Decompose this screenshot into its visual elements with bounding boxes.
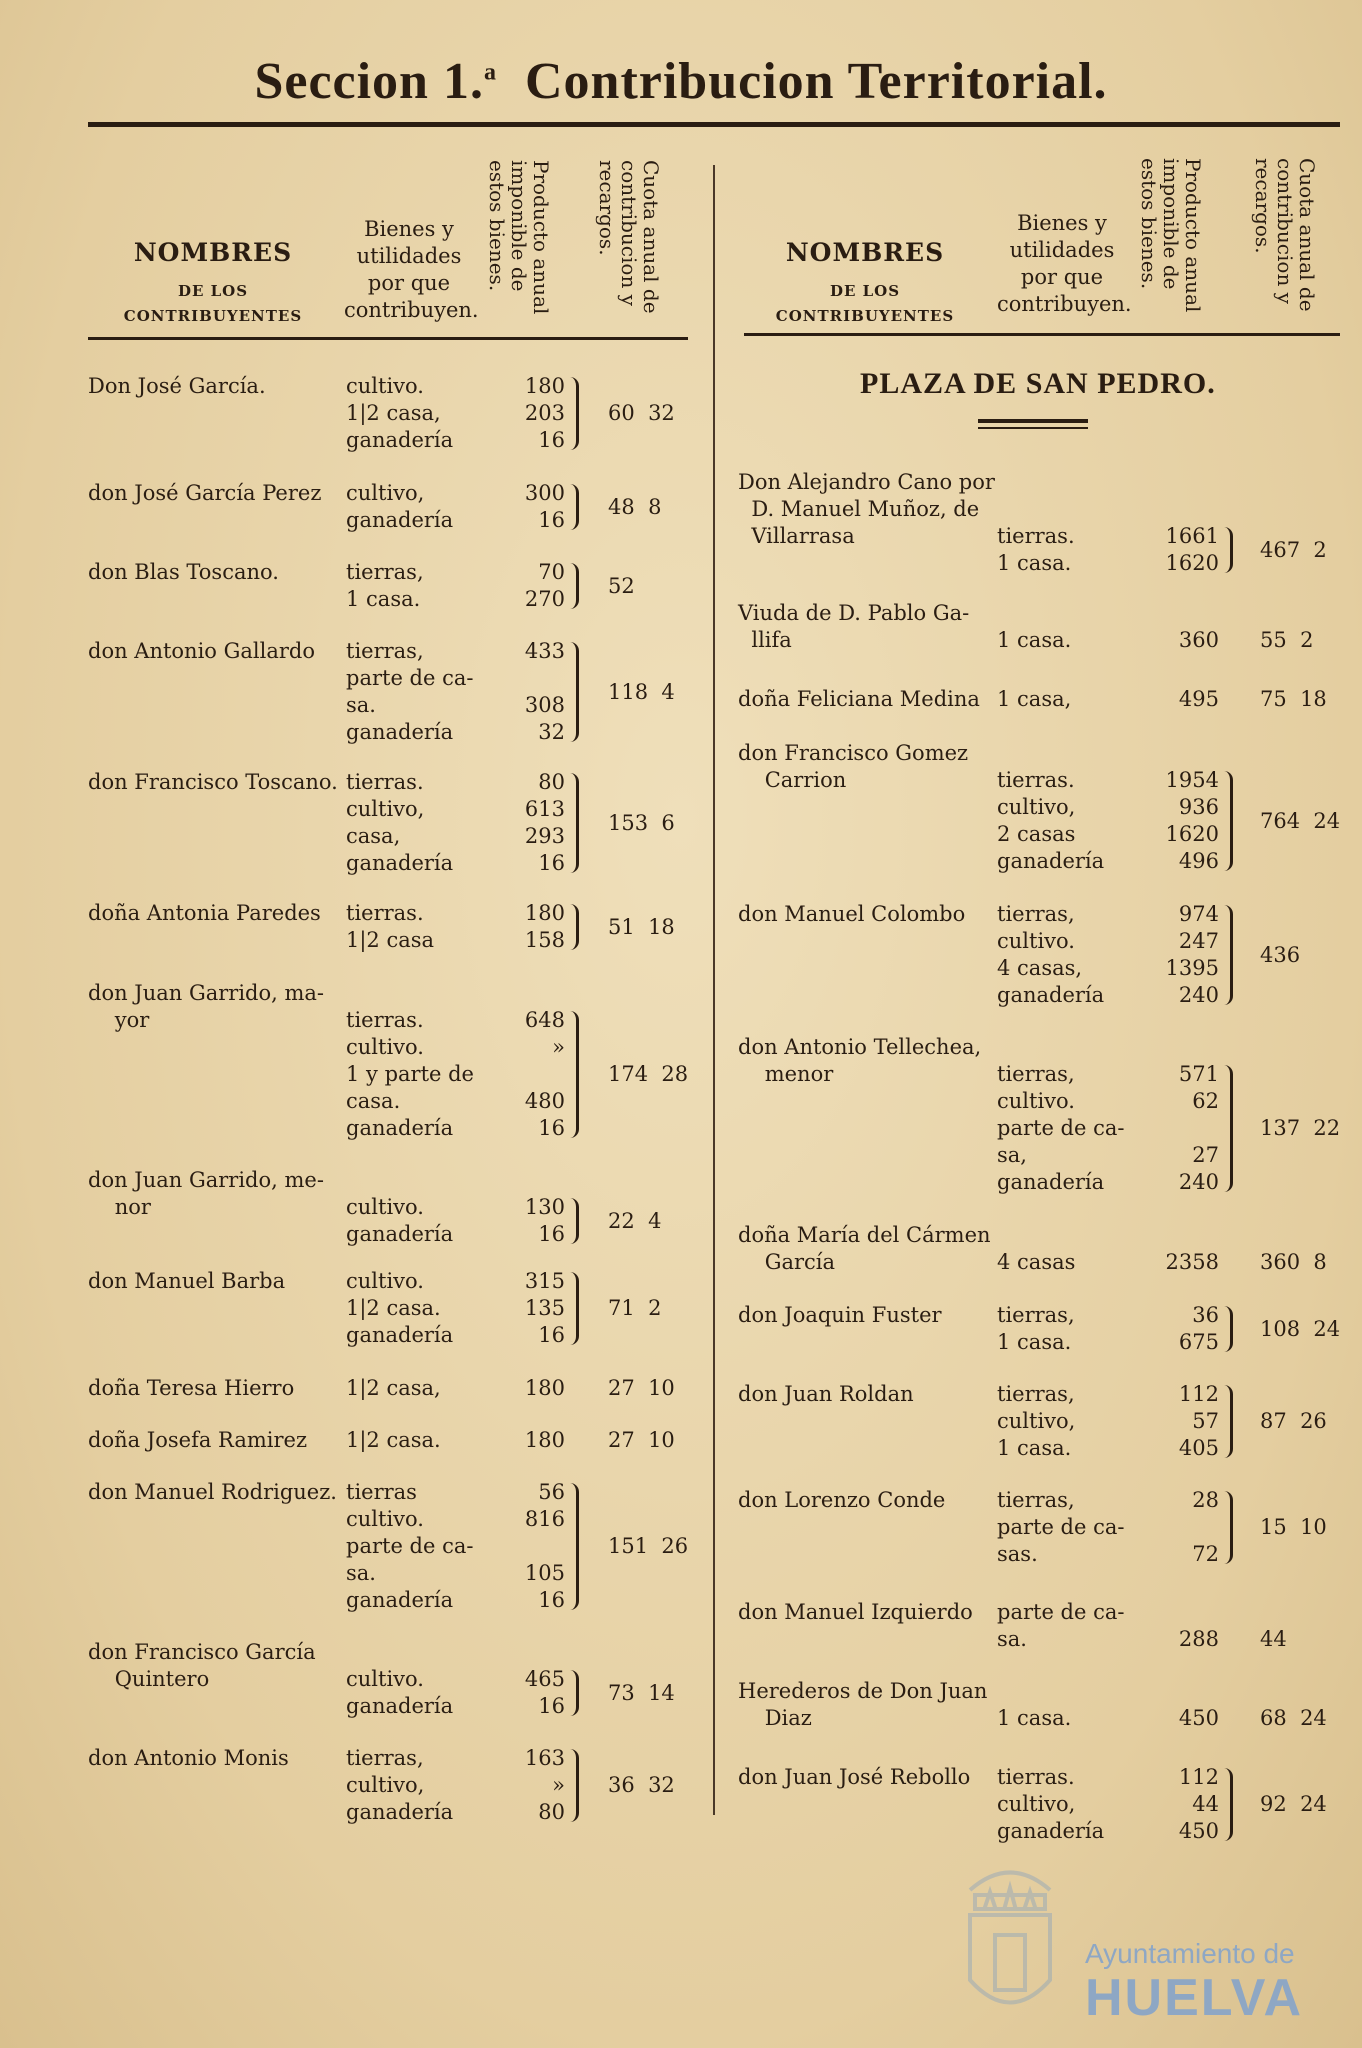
annual-quota: 27 10 xyxy=(608,1428,675,1452)
product-value xyxy=(1149,1115,1219,1142)
product-value: 675 xyxy=(1178,1330,1219,1354)
contributor-name: doña María del Cármen García xyxy=(738,1223,991,1274)
product-value: 288 xyxy=(1178,1627,1219,1651)
product-value: 936 xyxy=(1178,795,1219,819)
asset-item: ganadería xyxy=(346,1116,454,1140)
contributor-name: don Francisco Gomez Carrion xyxy=(738,741,969,792)
asset-item xyxy=(997,740,1104,767)
product-value: 405 xyxy=(1178,1436,1219,1460)
annual-quota: 36 32 xyxy=(608,1773,675,1797)
brace-icon xyxy=(570,642,579,742)
brace-icon xyxy=(1224,1306,1233,1352)
annual-quota: 764 24 xyxy=(1260,808,1341,833)
contributor-name: Herederos de Don Juan Diaz xyxy=(738,1679,988,1730)
asset-item: 1|2 casa xyxy=(346,928,435,952)
brace-icon xyxy=(570,904,579,950)
contributor-name: don Juan Garrido, ma- yor xyxy=(88,981,325,1032)
brace-icon xyxy=(570,1483,579,1610)
asset-item: tierras, xyxy=(346,639,424,663)
product-value: 648 xyxy=(524,1008,565,1032)
header-rule-left xyxy=(88,337,688,340)
contributor-name: don Manuel Barba xyxy=(88,1269,286,1293)
asset-item: ganadería xyxy=(346,1694,454,1718)
asset-item xyxy=(997,1034,1124,1061)
product-value: 300 xyxy=(524,481,565,505)
brace-icon xyxy=(570,1272,579,1345)
product-value: 32 xyxy=(538,720,565,744)
product-value: 16 xyxy=(538,1694,565,1718)
asset-item: cultivo. xyxy=(346,1507,424,1531)
contributor-name: don Manuel Rodriguez. xyxy=(88,1480,337,1504)
product-value: 433 xyxy=(524,639,565,663)
asset-item: 1 casa. xyxy=(997,551,1072,575)
asset-item: parte de ca- xyxy=(997,1600,1125,1624)
annual-quota: 118 4 xyxy=(608,679,675,704)
asset-item: 1 casa. xyxy=(346,587,421,611)
product-value: 203 xyxy=(524,401,565,425)
annual-quota: 52 xyxy=(608,573,635,598)
product-value: 496 xyxy=(1178,849,1219,873)
asset-item: ganadería xyxy=(997,1819,1105,1843)
asset-item xyxy=(997,496,1075,523)
product-value: 36 xyxy=(1192,1303,1219,1327)
annual-quota: 153 6 xyxy=(608,810,675,835)
asset-item: 1|2 casa. xyxy=(346,1296,441,1320)
asset-item: ganadería xyxy=(346,1588,454,1612)
asset-item: 2 casas xyxy=(997,822,1076,846)
product-value: 495 xyxy=(1178,687,1219,711)
product-value: 16 xyxy=(538,1222,565,1246)
brace-icon xyxy=(570,773,579,873)
brace-icon xyxy=(570,1670,579,1716)
product-value xyxy=(495,1061,565,1088)
annual-quota: 44 xyxy=(1260,1627,1287,1651)
product-value: 450 xyxy=(1178,1819,1219,1843)
product-value: 360 xyxy=(1178,628,1219,652)
plaza-rule-thin xyxy=(978,427,1088,429)
brace-icon xyxy=(570,1749,579,1822)
asset-item xyxy=(346,1639,453,1666)
header-cuota-right: Cuota anual de contribucion y recargos. xyxy=(1251,158,1319,312)
asset-item: cultivo. xyxy=(346,1035,424,1059)
product-value: 2358 xyxy=(1165,1250,1219,1274)
contributor-name: don Manuel Colombo xyxy=(738,902,966,926)
product-value: 16 xyxy=(538,1116,565,1140)
asset-item: sas. xyxy=(997,1542,1038,1566)
product-value: 16 xyxy=(538,1323,565,1347)
asset-item: tierras, xyxy=(997,1062,1075,1086)
brace-icon xyxy=(1224,905,1233,1005)
brace-icon xyxy=(570,377,579,450)
annual-quota: 55 2 xyxy=(1260,628,1314,652)
column-divider xyxy=(713,165,715,1815)
product-value xyxy=(1149,1514,1219,1541)
contributor-name: don Juan Garrido, me- nor xyxy=(88,1168,324,1219)
asset-item xyxy=(997,1678,1071,1705)
asset-item xyxy=(997,600,1071,627)
product-value xyxy=(495,980,565,1007)
asset-item: ganadería xyxy=(346,1222,454,1246)
contributor-name: don José García Perez xyxy=(88,481,322,505)
page-title: Seccion 1.$^a$ Contribucion Territorial. xyxy=(254,53,1108,110)
annual-quota: 68 24 xyxy=(1260,1706,1327,1730)
product-value: » xyxy=(552,1773,565,1797)
product-value: 80 xyxy=(538,770,565,794)
contributor-name: Don Alejandro Cano por D. Manuel Muñoz, de Villarrasa xyxy=(738,470,995,548)
annual-quota: 436 xyxy=(1260,942,1301,967)
product-value: 130 xyxy=(524,1195,565,1219)
asset-item: tierras, xyxy=(346,560,424,584)
product-value: 247 xyxy=(1178,929,1219,953)
product-value xyxy=(1149,600,1219,627)
annual-quota: 48 8 xyxy=(608,494,662,519)
asset-item: ganadería xyxy=(997,849,1105,873)
asset-item: ganadería xyxy=(997,983,1105,1007)
asset-item: ganadería xyxy=(346,851,454,875)
contributor-name: don Juan Roldan xyxy=(738,1382,914,1406)
product-value: 27 xyxy=(1192,1143,1219,1167)
brace-icon xyxy=(1224,771,1233,871)
header-bienes-right: Bienes y utilidades por que contribuyen. xyxy=(997,211,1132,316)
product-value: 315 xyxy=(524,1269,565,1293)
title-rule xyxy=(88,122,1340,127)
contributor-name: don Antonio Tellechea, menor xyxy=(738,1035,982,1086)
asset-item: parte de ca- xyxy=(346,1534,474,1558)
asset-item: tierras, xyxy=(997,1303,1075,1327)
asset-item: 4 casas xyxy=(997,1250,1076,1274)
asset-item: 1 casa. xyxy=(997,1330,1072,1354)
product-value xyxy=(1149,469,1219,496)
product-value: 816 xyxy=(524,1507,565,1531)
contributor-name: Viuda de D. Pablo Ga- llifa xyxy=(738,601,970,652)
annual-quota: 174 28 xyxy=(608,1062,689,1086)
asset-item: sa. xyxy=(997,1627,1027,1651)
asset-item: cultivo, xyxy=(346,481,425,505)
annual-quota: 51 18 xyxy=(608,914,675,939)
asset-item: ganadería xyxy=(346,508,454,532)
product-value: 16 xyxy=(538,1588,565,1612)
asset-item: sa. xyxy=(346,1561,376,1585)
product-value: 16 xyxy=(538,428,565,452)
annual-quota: 360 8 xyxy=(1260,1250,1327,1274)
product-value: 180 xyxy=(524,374,565,398)
product-value xyxy=(495,1639,565,1666)
asset-item: tierras. xyxy=(997,524,1075,548)
asset-item: 1 casa. xyxy=(997,628,1072,652)
product-value: 72 xyxy=(1192,1542,1219,1566)
header-producto-right: Producto anual imponible de estos bienes. xyxy=(1137,158,1205,313)
asset-item: tierras, xyxy=(346,1746,424,1770)
product-value: 56 xyxy=(538,1480,565,1504)
contributor-name: don Manuel Izquierdo xyxy=(738,1600,973,1624)
product-value: 293 xyxy=(524,824,565,848)
product-value xyxy=(1149,1222,1219,1249)
asset-item: 1|2 casa. xyxy=(346,1428,441,1452)
annual-quota: 108 24 xyxy=(1260,1316,1341,1341)
contributor-name: don Blas Toscano. xyxy=(88,560,279,584)
plaza-rule xyxy=(978,419,1088,423)
annual-quota: 22 4 xyxy=(608,1208,662,1233)
annual-quota: 15 10 xyxy=(1260,1515,1327,1539)
brace-icon xyxy=(570,1011,579,1138)
product-value: 240 xyxy=(1178,983,1219,1007)
asset-item: ganadería xyxy=(997,1170,1105,1194)
product-value: 1954 xyxy=(1165,768,1219,792)
product-value: 450 xyxy=(1178,1706,1219,1730)
asset-item: 4 casas, xyxy=(997,956,1083,980)
contributor-name: doña Feliciana Medina xyxy=(738,687,980,711)
product-value: 180 xyxy=(524,1376,565,1400)
header-producto-left: Producto anual imponible de estos bienes. xyxy=(485,160,553,315)
contributor-name: don Lorenzo Conde xyxy=(738,1488,946,1512)
product-value: 1620 xyxy=(1165,822,1219,846)
product-value: 105 xyxy=(524,1561,565,1585)
asset-item: ganadería xyxy=(346,1323,454,1347)
annual-quota: 151 26 xyxy=(608,1534,689,1558)
header-names-right: NOMBRES DE LOS CONTRIBUYENTES xyxy=(775,238,955,325)
contributor-name: don Antonio Monis xyxy=(88,1746,289,1770)
asset-item xyxy=(346,980,474,1007)
contributor-name: doña Josefa Ramirez xyxy=(88,1428,308,1452)
brace-icon xyxy=(570,484,579,530)
product-value: 465 xyxy=(524,1667,565,1691)
product-value: 1395 xyxy=(1165,956,1219,980)
product-value: 158 xyxy=(524,928,565,952)
asset-item: tierras xyxy=(346,1480,417,1504)
asset-item: casa, xyxy=(346,824,401,848)
asset-item: parte de ca- xyxy=(997,1515,1125,1539)
annual-quota: 137 22 xyxy=(1260,1116,1341,1140)
product-value: 80 xyxy=(538,1800,565,1824)
product-value: 571 xyxy=(1178,1062,1219,1086)
asset-item: 1 casa, xyxy=(997,687,1072,711)
contributor-name: don Francisco García Quintero xyxy=(88,1640,316,1691)
product-value: 180 xyxy=(524,901,565,925)
asset-item: parte de ca- xyxy=(346,666,474,690)
asset-item: 1 y parte de xyxy=(346,1062,474,1086)
asset-item: cultivo. xyxy=(997,1089,1075,1113)
product-value xyxy=(495,1533,565,1560)
product-value xyxy=(1149,740,1219,767)
product-value xyxy=(1149,1599,1219,1626)
header-rule-right xyxy=(744,333,1340,336)
annual-quota: 75 18 xyxy=(1260,687,1327,711)
asset-item: cultivo. xyxy=(346,1269,424,1293)
asset-item: tierras, xyxy=(997,902,1075,926)
product-value: » xyxy=(552,1035,565,1059)
watermark-line2: HUELVA xyxy=(1085,1969,1304,2027)
annual-quota: 467 2 xyxy=(1260,537,1327,562)
asset-item: casa. xyxy=(346,1089,401,1113)
contributor-name: don Antonio Gallardo xyxy=(88,639,315,663)
product-value: 240 xyxy=(1178,1170,1219,1194)
annual-quota: 71 2 xyxy=(608,1296,662,1320)
product-value: 163 xyxy=(524,1746,565,1770)
asset-item: cultivo, xyxy=(997,1792,1076,1816)
product-value: 16 xyxy=(538,851,565,875)
product-value xyxy=(495,665,565,692)
asset-item: 1 casa. xyxy=(997,1706,1072,1730)
asset-item: cultivo. xyxy=(346,374,424,398)
brace-icon xyxy=(570,1198,579,1244)
contributor-name: doña Teresa Hierro xyxy=(88,1376,295,1400)
product-value: 480 xyxy=(524,1089,565,1113)
product-value: 44 xyxy=(1192,1792,1219,1816)
asset-item: ganadería xyxy=(346,1800,454,1824)
asset-item xyxy=(997,469,1075,496)
product-value: 613 xyxy=(524,797,565,821)
header-cuota-left: Cuota anual de contribucion y recargos. xyxy=(595,160,663,314)
contributor-name: doña Antonia Paredes xyxy=(88,901,321,925)
watermark-line1: Ayuntamiento de xyxy=(1085,1938,1295,1969)
product-value: 16 xyxy=(538,508,565,532)
product-value xyxy=(1149,496,1219,523)
asset-item: ganadería xyxy=(346,720,454,744)
asset-item: cultivo, xyxy=(997,1409,1076,1433)
asset-item: cultivo, xyxy=(346,797,425,821)
contributor-name: don Juan José Rebollo xyxy=(738,1765,971,1789)
product-value: 1620 xyxy=(1165,551,1219,575)
asset-item: cultivo. xyxy=(346,1667,424,1691)
asset-item: tierras, xyxy=(997,1382,1075,1406)
asset-item: parte de ca- xyxy=(997,1116,1125,1140)
asset-item: cultivo. xyxy=(346,1195,424,1219)
annual-quota: 92 24 xyxy=(1260,1792,1327,1816)
contributor-name: don Joaquin Fuster xyxy=(738,1303,942,1327)
asset-item: 1|2 casa, xyxy=(346,401,441,425)
product-value: 308 xyxy=(524,693,565,717)
brace-icon xyxy=(570,563,579,609)
asset-item: tierras. xyxy=(346,901,424,925)
product-value: 112 xyxy=(1178,1382,1219,1406)
annual-quota: 60 32 xyxy=(608,401,675,425)
product-value: 62 xyxy=(1192,1089,1219,1113)
asset-item: tierras. xyxy=(997,768,1075,792)
product-value: 28 xyxy=(1192,1488,1219,1512)
product-value: 270 xyxy=(524,587,565,611)
product-value: 974 xyxy=(1178,902,1219,926)
asset-item: 1|2 casa, xyxy=(346,1376,441,1400)
brace-icon xyxy=(1224,1065,1233,1192)
asset-item: tierras. xyxy=(346,1008,424,1032)
annual-quota: 73 14 xyxy=(608,1680,675,1705)
product-value xyxy=(495,1167,565,1194)
brace-icon xyxy=(1224,1491,1233,1564)
product-value: 1661 xyxy=(1165,524,1219,548)
annual-quota: 87 26 xyxy=(1260,1409,1327,1433)
product-value: 70 xyxy=(538,560,565,584)
asset-item: 1 casa. xyxy=(997,1436,1072,1460)
asset-item: tierras. xyxy=(346,770,424,794)
asset-item: cultivo, xyxy=(997,795,1076,819)
asset-item xyxy=(997,1222,1075,1249)
asset-item: cultivo. xyxy=(997,929,1075,953)
asset-item: ganadería xyxy=(346,428,454,452)
asset-item: tierras, xyxy=(997,1488,1075,1512)
product-value: 57 xyxy=(1192,1409,1219,1433)
brace-icon xyxy=(1224,1768,1233,1841)
product-value xyxy=(1149,1034,1219,1061)
asset-item: cultivo, xyxy=(346,1773,425,1797)
contributor-name: don Francisco Toscano. xyxy=(88,770,338,794)
asset-item xyxy=(346,1167,453,1194)
header-names-left: NOMBRES DE LOS CONTRIBUYENTES xyxy=(123,238,303,325)
header-bienes-left: Bienes y utilidades por que contribuyen. xyxy=(344,217,479,322)
annual-quota: 27 10 xyxy=(608,1376,675,1400)
asset-item: sa. xyxy=(346,693,376,717)
plaza-title: PLAZA DE SAN PEDRO. xyxy=(860,367,1216,400)
product-value: 135 xyxy=(524,1296,565,1320)
product-value: 180 xyxy=(524,1428,565,1452)
product-value: 112 xyxy=(1178,1765,1219,1789)
product-value xyxy=(1149,1678,1219,1705)
asset-item: tierras. xyxy=(997,1765,1075,1789)
brace-icon xyxy=(1224,1385,1233,1458)
contributor-name: Don José García. xyxy=(88,374,266,398)
asset-item: sa, xyxy=(997,1143,1027,1167)
brace-icon xyxy=(1224,527,1233,573)
